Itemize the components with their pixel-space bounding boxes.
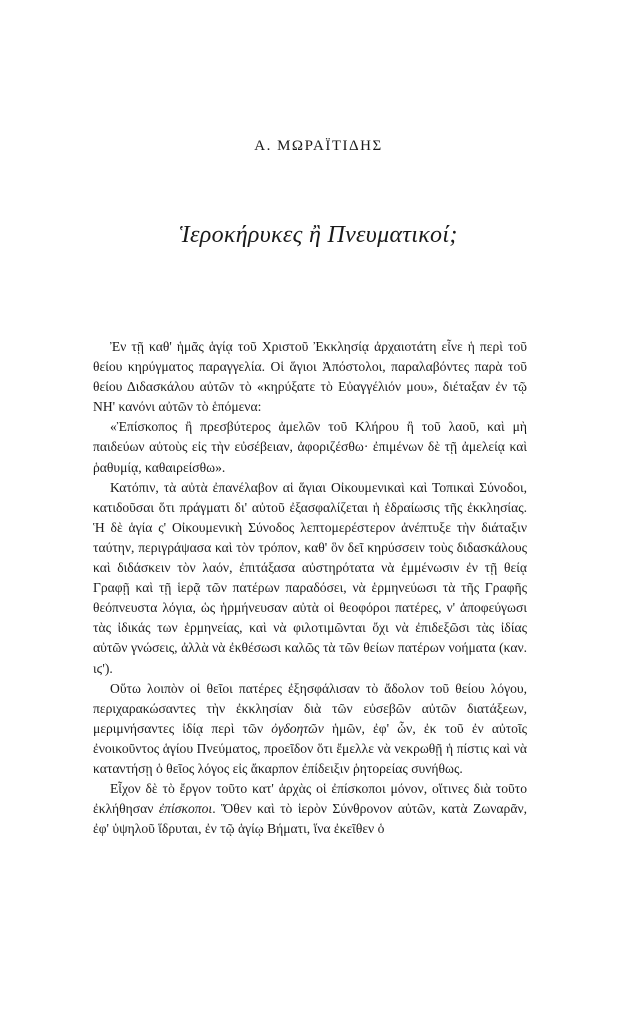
paragraph-text: Οὕτω λοιπὸν οἱ θεῖοι πατέρες ἐξησφάλισαν τὸ ἄδολον τοῦ θείου λόγου, περιχαρακώσαντες τὴν ἐκκλησίαν διὰ τῶν εὐσεβῶν αὐτῶν διατάξεων, μεριμνήσαντες ἰδίᾳ περὶ τῶν <box>93 680 527 736</box>
paragraph-text: ἡμῶν, ἐφ' ὧν, ἐκ τοῦ ἐν αὐτοῖς ἐνοικοῦντος ἁγίου Πνεύματος, προεῖδον ὅτι ἔμελλε νὰ νεκρωθῇ ἡ πίστις καὶ νὰ καταντήσῃ ὁ θεῖος λόγος εἰς ἄκαρπον ἐπίδειξιν ῥητορείας συνήθως. <box>93 720 528 776</box>
emphasis: ἐπίσκοποι <box>158 801 213 817</box>
paragraph-quote <box>93 417 527 477</box>
paragraph-text: Ἐν τῇ καθ' ἡμᾶς ἁγίᾳ τοῦ Χριστοῦ Ἐκκλησίᾳ ἀρχαιοτάτη εἶνε ἡ περὶ τοῦ θείου κηρύγματος παραγγελία. Οἱ ἅγιοι Ἀπόστολοι, παραλαβόντες παρὰ τοῦ θείου Διδασκάλου αὐτῶν τὸ «κηρύξατε τὸ Εὐαγγέλιόν μου», διέταξαν ἐν τῷ ΝΗ' κανόνι αὐτῶν τὸ ἑπόμενα: <box>93 339 527 415</box>
author-name: Α. ΜΩΡΑΪΤΙΔΗΣ <box>254 138 383 154</box>
paragraph-text: . Ὅθεν καὶ τὸ ἱερὸν Σύνθρονον αὐτῶν, κατὰ Ζωναρᾶν, ἐφ' ὑψηλοῦ ἵδρυται, ἐν τῷ ἁγίῳ Βήματι, ἵνα ἐκεῖθεν ὁ <box>93 801 527 837</box>
paragraph-text: Εἶχον δὲ τὸ ἔργον τοῦτο κατ' ἀρχὰς οἱ ἐπίσκοποι μόνον, οἵτινες διὰ τοῦτο ἐκλήθησαν <box>93 781 527 817</box>
paragraph-text: «Ἐπίσκοπος ἢ πρεσβύτερος ἀμελῶν τοῦ Κλήρου ἢ τοῦ λαοῦ, καὶ μὴ παιδεύων αὐτοὺς εἰς τὴν εὐσέβειαν, ἀφοριζέσθω· ἐπιμένων δὲ τῇ ἀμελείᾳ καὶ ῥαθυμίᾳ, καθαιρείσθω». <box>93 419 527 475</box>
paragraph <box>93 337 527 417</box>
article-title: Ἱεροκήρυκες ἢ Πνευματικοί; <box>179 222 458 248</box>
paragraph <box>93 478 527 679</box>
paragraph <box>93 679 527 779</box>
article-body <box>93 337 527 839</box>
emphasis: ὀγδοητῶν <box>271 720 324 736</box>
paragraph-text: Κατόπιν, τὰ αὐτὰ ἐπανέλαβον αἱ ἅγιαι Οἰκουμενικαὶ καὶ Τοπικαὶ Σύνοδοι, κατιδοῦσαι ὅτι πράγματι δι' αὐτοῦ ἐξασφαλίζεται ἡ ἑδραίωσις τῆς ἐκκλησίας. Ἡ δὲ ἁγία ς' Οἰκουμενικὴ Σύνοδος λεπτομερέστερον ἀνέπτυξε τὴν διάταξιν ταύτην, περιγράψασα καὶ τὸν τρόπον, καθ' ὃν δεῖ κηρύσσειν τοὺς διδασκάλους καὶ διδάσκειν τὸν λαόν, ἐπιτάξασα αὐστηρότατα νὰ ἐμμένωσιν ἐν τῇ θείᾳ Γραφῇ καὶ τῇ ἱερᾷ τῶν πατέρων παραδόσει, νὰ ἑρμηνεύωσι τὰ τῆς Γραφῆς θεόπνευστα λόγια, ὡς ἡρμήνευσαν αὐτὰ οἱ θεοφόροι πατέρες, ν' ἀποφεύγωσι τὰς ἰδικάς των ἑρμηνείας, καὶ νὰ φιλοτιμῶνται ὄχι νὰ ἐπιδεξῶσι τὰς ἰδίας αὐτῶν γνώσεις, ἀλλὰ νὰ ἐκθέσωσι καλῶς τὰ τῶν θείων πατέρων νοήματα (καν. ιϛ'). <box>93 479 527 676</box>
paragraph <box>93 779 527 839</box>
